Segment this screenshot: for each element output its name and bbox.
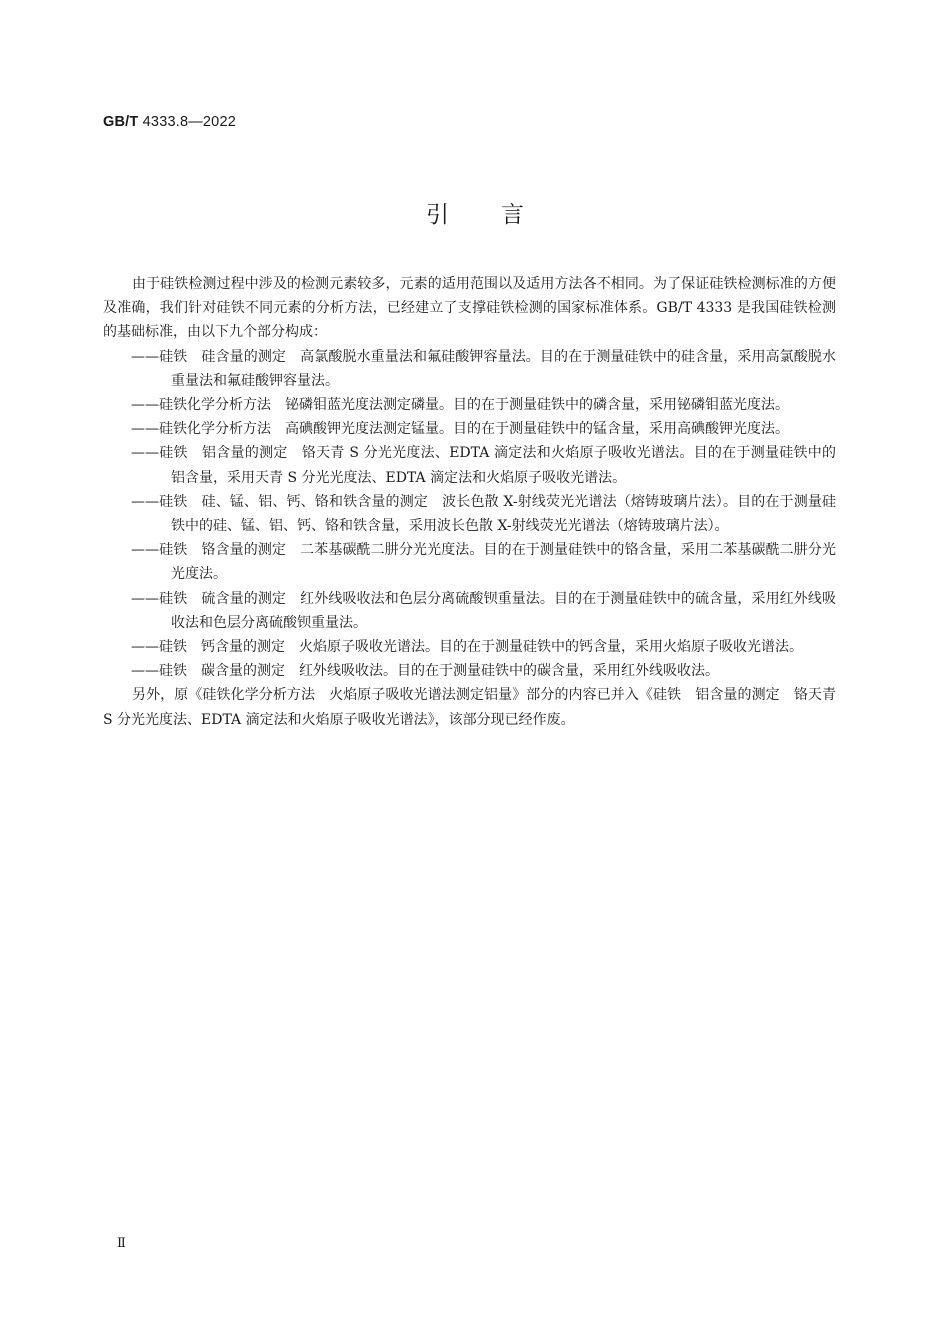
intro-paragraph: 由于硅铁检测过程中涉及的检测元素较多，元素的适用范围以及适用方法各不相同。为了保证硅铁检测标准的方便及准确，我们针对硅铁不同元素的分析方法，已经建立了支撑硅铁检测的国家标准体系。GB/T 4333 是我国硅铁检测的基础标准，由以下九个部分构成： bbox=[103, 276, 836, 341]
part-list-item: ——硅铁 硫含量的测定 红外线吸收法和色层分离硫酸钡重量法。目的在于测量硅铁中的硫含量，采用红外线吸收法和色层分离硫酸钡重量法。 bbox=[131, 590, 836, 631]
part-list-item: ——硅铁 碳含量的测定 红外线吸收法。目的在于测量硅铁中的碳含量，采用红外线吸收法。 bbox=[131, 663, 719, 680]
closing-paragraph: 另外，原《硅铁化学分析方法 火焰原子吸收光谱法测定铝量》部分的内容已并入《硅铁 铝含量的测定 铬天青 S 分光光度法、EDTA 滴定法和火焰原子吸收光谱法》，该部分现已经作废。 bbox=[103, 687, 836, 728]
part-list-item: ——硅铁化学分析方法 高碘酸钾光度法测定锰量。目的在于测量硅铁中的锰含量，采用高碘酸钾光度法。 bbox=[131, 421, 789, 438]
part-list-item: ——硅铁 铝含量的测定 铬天青 S 分光光度法、EDTA 滴定法和火焰原子吸收光谱法。目的在于测量硅铁中的铝含量，采用天青 S 分光光度法、EDTA 滴定法和火焰原子吸收光谱法。 bbox=[131, 445, 836, 486]
page-number: Ⅱ bbox=[117, 1236, 126, 1251]
page-title: 引言 bbox=[426, 202, 576, 228]
part-list-item: ——硅铁 硅含量的测定 高氯酸脱水重量法和氟硅酸钾容量法。目的在于测量硅铁中的硅含量，采用高氯酸脱水重量法和氟硅酸钾容量法。 bbox=[131, 348, 836, 389]
part-list-item: ——硅铁 硅、锰、铝、钙、铬和铁含量的测定 波长色散 X-射线荧光光谱法（熔铸玻璃片法）。目的在于测量硅铁中的硅、锰、铝、钙、铬和铁含量，采用波长色散 X-射线荧光光谱法（熔铸玻璃片法）。 bbox=[131, 493, 836, 535]
introduction-body bbox=[103, 272, 836, 732]
part-list-item: ——硅铁化学分析方法 铋磷钼蓝光度法测定磷量。目的在于测量硅铁中的磷含量，采用铋磷钼蓝光度法。 bbox=[131, 397, 789, 414]
part-list-item: ——硅铁 铬含量的测定 二苯基碳酰二肼分光光度法。目的在于测量硅铁中的铬含量，采用二苯基碳酰二肼分光光度法。 bbox=[131, 542, 836, 583]
part-list-item: ——硅铁 钙含量的测定 火焰原子吸收光谱法。目的在于测量硅铁中的钙含量，采用火焰原子吸收光谱法。 bbox=[131, 639, 803, 656]
standard-year: 4333.8—2022 bbox=[142, 114, 236, 130]
standard-code: GB/T bbox=[103, 114, 139, 130]
standard-number bbox=[103, 114, 236, 130]
